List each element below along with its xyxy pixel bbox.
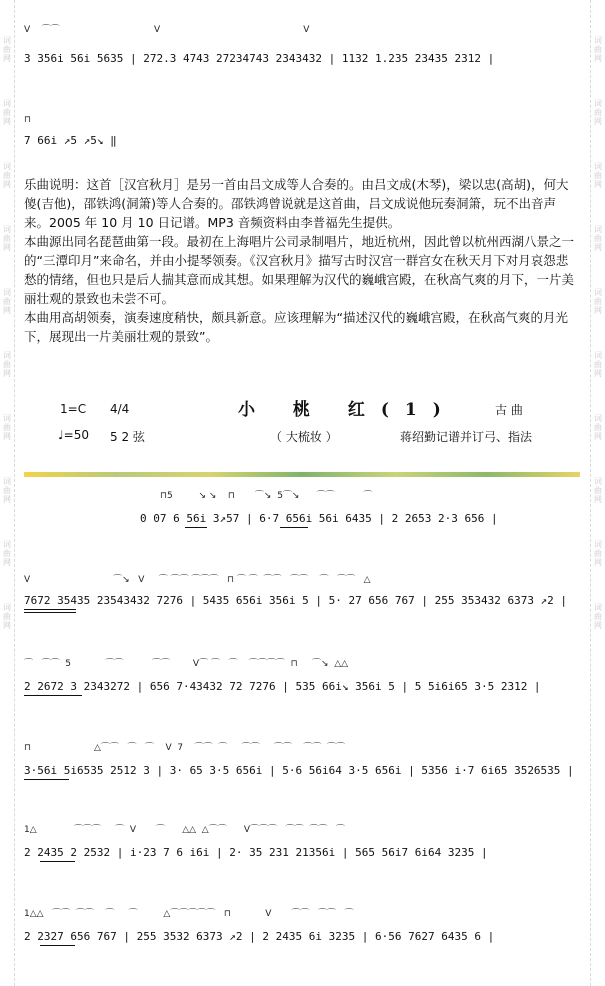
- watermark-text: 词曲网: [594, 414, 602, 441]
- time-signature: 4/4: [110, 402, 130, 416]
- tuning-note: （ 大梳妆 ）: [270, 430, 338, 444]
- bowing-marks: 1△△ ⌒⌒ ⌒⌒ ⌒ ⌒ △⌒⌒⌒⌒⌒ ⊓ V ⌒⌒ ⌒⌒ ⌒: [24, 909, 354, 919]
- bowing-marks: ⊓5 ↘ ↘ ⊓ ⌒↘ 5⌒↘ ⌒⌒ ⌒: [160, 491, 373, 501]
- beam-line: [185, 527, 207, 528]
- watermark-text: 词曲网: [594, 36, 602, 63]
- bowing-marks: V ⌒⌒ V V: [24, 25, 310, 35]
- beam-line: [40, 945, 75, 946]
- key-signature: 1=C: [60, 402, 87, 416]
- bowing-marks: ⌒ ⌒⌒ 5 ⌒⌒ ⌒⌒ V⌒ ⌒ ⌒ ⌒⌒⌒⌒ ⊓ ⌒↘ △△: [24, 659, 349, 669]
- decorative-divider: [24, 472, 580, 477]
- watermark-text: 词曲网: [594, 162, 602, 189]
- watermark-text: 词曲网: [594, 477, 602, 504]
- right-watermark-strip: [590, 0, 605, 986]
- bowing-marks: 1△ ⌒⌒⌒ ⌒ V ⌒ △△ △⌒⌒ V⌒⌒⌒ ⌒⌒ ⌒⌒ ⌒: [24, 825, 345, 835]
- beam-line: [24, 612, 76, 613]
- watermark-text: 词曲网: [594, 540, 602, 567]
- tempo-marking: ♩=50: [58, 428, 89, 442]
- page-title: 小 桃 红(1): [238, 400, 457, 420]
- beam-line: [24, 779, 69, 780]
- piece-description: 本曲源出同名琵琶曲第一段。最初在上海唱片公司录制唱片，地近杭州，因此曾以杭州西湖八景之一的“三潭印月”来命名，并由小提琴领奏。《汉宫秋月》描写古时汉宫一群宫女在秋天月下对月哀怨悲愁的情绪，但也只是后人揣其意而成其想。如果理解为汉代的巍峨宫殿，在秋高气爽的月下，一片美丽壮观的景致也未尝不可。: [24, 234, 575, 306]
- watermark-text: 词曲网: [3, 414, 11, 441]
- watermark-text: 词曲网: [594, 603, 602, 630]
- bowing-marks: V ⌒↘ V ⌒ ⌒⌒ ⌒⌒⌒ ⊓ ⌒ ⌒ ⌒⌒ ⌒⌒ ⌒ ⌒⌒ △: [24, 575, 371, 585]
- score-row: 2 2435 2 2532 | i·23 7 6 i6i | 2· 35 231 21356i | 565 56i7 6i64 3235 |: [24, 846, 488, 859]
- watermark-text: 词曲网: [3, 540, 11, 567]
- score-row: 3·56i 5i6535 2512 3 | 3· 65 3·5 656i | 5·6 56i64 3·5 656i | 5356 i·7 6i65 3526535 |: [24, 764, 574, 777]
- beam-line: [40, 861, 75, 862]
- genre-label: 古 曲: [495, 403, 523, 417]
- watermark-text: 词曲网: [594, 288, 602, 315]
- left-watermark-strip: [0, 0, 15, 986]
- score-row: 2 2327 656 767 | 255 3532 6373 ↗2 | 2 2435 6i 3235 | 6·56 7627 6435 6 |: [24, 930, 495, 943]
- credit-line: 蒋绍勤记谱并订弓、指法: [400, 430, 533, 444]
- watermark-text: 词曲网: [3, 603, 11, 630]
- string-tuning: 5 2 弦: [110, 430, 145, 444]
- score-row: 2 2672 3 2343272 | 656 7·43432 72 7276 | 535 66i↘ 356i 5 | 5 5i6i65 3·5 2312 |: [24, 680, 541, 693]
- watermark-text: 词曲网: [594, 225, 602, 252]
- score-row: 3 356i 56i 5635 | 272.3 4743 27234743 2343432 | 1132 1.235 23435 2312 |: [24, 52, 495, 65]
- bowing-marks: ⊓: [24, 115, 32, 125]
- piece-description: 本曲用高胡领奏，演奏速度稍快，颇具新意。应该理解为“描述汉代的巍峨宫殿，在秋高气爽的月光下，展现出一片美丽壮观的景致”。: [24, 310, 568, 344]
- watermark-text: 词曲网: [3, 225, 11, 252]
- beam-line: [24, 695, 82, 696]
- watermark-text: 词曲网: [3, 36, 11, 63]
- watermark-text: 词曲网: [3, 99, 11, 126]
- score-row: 0 07 6 56i 3↗57 | 6·7 656i 56i 6435 | 2 2653 2·3 656 |: [140, 512, 498, 525]
- beam-line: [24, 609, 76, 610]
- beam-line: [280, 527, 308, 528]
- watermark-text: 词曲网: [594, 99, 602, 126]
- bowing-marks: ⊓ △⌒⌒ ⌒ ⌒ V 7 ⌒⌒ ⌒ ⌒⌒ ⌒⌒ ⌒⌒ ⌒⌒: [24, 743, 346, 753]
- watermark-text: 词曲网: [3, 162, 11, 189]
- score-row: 7 66i ↗5 ↗5↘ ‖: [24, 134, 117, 147]
- score-row: 7672 35435 23543432 7276 | 5435 656i 356i 5 | 5· 27 656 767 | 255 353432 6373 ↗2 |: [24, 594, 568, 607]
- watermark-text: 词曲网: [3, 288, 11, 315]
- piece-description: 乐曲说明：这首［汉宫秋月］是另一首由吕文成等人合奏的。由吕文成(木琴)，梁以忠(高胡)，何大傻(吉他)，邵铁鸿(洞箫)等人合奏的。邵铁鸿曾说就是这首曲，吕文成说他玩奏洞箫，玩不出音声来。2005 年 10 月 10 日记谱。MP3 音频资料由李普福先生提供。: [24, 177, 569, 230]
- watermark-text: 词曲网: [3, 351, 11, 378]
- watermark-text: 词曲网: [594, 351, 602, 378]
- watermark-text: 词曲网: [3, 477, 11, 504]
